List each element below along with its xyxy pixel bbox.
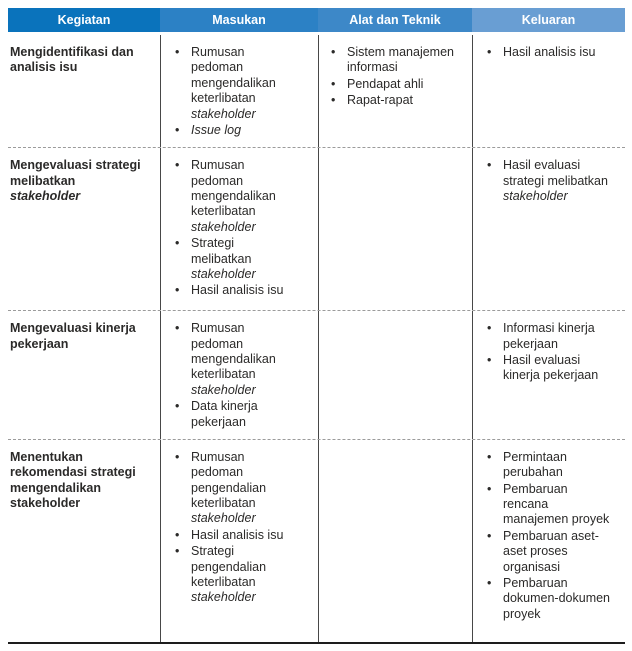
text: Strategi melibatkan bbox=[191, 236, 252, 266]
bullet-item bbox=[175, 399, 288, 430]
text: Pendapat ahli bbox=[347, 76, 424, 91]
text: Mengevaluasi strategi melibatkan bbox=[10, 158, 141, 188]
text: Mengevaluasi kinerja pekerjaan bbox=[10, 321, 136, 351]
italic-text: stakeholder bbox=[191, 382, 256, 397]
cell-kegiatan bbox=[8, 440, 160, 642]
text: Hasil evaluasi strategi melibatkan bbox=[503, 158, 608, 188]
text: Mengidentifikasi dan analisis isu bbox=[10, 45, 134, 75]
bullet-text bbox=[191, 450, 288, 527]
cell-keluaran bbox=[472, 440, 625, 642]
bullet-text bbox=[191, 123, 288, 138]
column-header-alat-dan-teknik: Alat dan Teknik bbox=[318, 8, 472, 32]
bullet-item bbox=[175, 321, 288, 398]
bullet-item bbox=[487, 45, 613, 60]
bullet-text bbox=[191, 321, 288, 398]
cell-kegiatan bbox=[8, 311, 160, 439]
bullet-icon: • bbox=[487, 321, 492, 336]
bullet-item bbox=[175, 528, 288, 543]
bullet-item bbox=[175, 450, 288, 527]
masukan-list bbox=[161, 321, 318, 430]
text: Rumusan pedoman mengendalikan keterlibatan bbox=[191, 321, 276, 382]
italic-text: stakeholder bbox=[191, 590, 256, 605]
table-row bbox=[8, 35, 625, 147]
bullet-icon: • bbox=[487, 158, 492, 173]
cell-alat bbox=[318, 440, 472, 642]
masukan-list bbox=[161, 450, 318, 606]
bullet-text bbox=[503, 353, 613, 384]
text: Permintaan perubahan bbox=[503, 449, 567, 480]
masukan-list bbox=[161, 45, 318, 138]
bullet-text bbox=[503, 482, 613, 528]
text: Data kinerja pekerjaan bbox=[191, 399, 258, 429]
bullet-icon: • bbox=[175, 449, 180, 464]
bullet-text bbox=[347, 45, 466, 76]
text: Strategi pengendalian keterlibatan bbox=[191, 544, 267, 589]
keluaran-list bbox=[473, 45, 625, 60]
table-body bbox=[8, 35, 625, 644]
text: Rapat-rapat bbox=[347, 93, 414, 108]
cell-keluaran bbox=[472, 35, 625, 147]
cell-alat bbox=[318, 148, 472, 310]
table-row bbox=[8, 147, 625, 310]
bullet-icon: • bbox=[487, 449, 492, 464]
italic-text: Issue log bbox=[191, 122, 242, 137]
bullet-icon: • bbox=[331, 76, 336, 91]
bullet-item bbox=[487, 576, 613, 622]
process-table bbox=[8, 8, 625, 644]
keluaran-list bbox=[473, 158, 625, 204]
cell-alat bbox=[318, 311, 472, 439]
alat-list bbox=[319, 45, 472, 109]
text: Hasil analisis isu bbox=[191, 527, 284, 542]
masukan-list bbox=[161, 158, 318, 298]
cell-kegiatan bbox=[8, 148, 160, 310]
keluaran-list bbox=[473, 450, 625, 622]
bullet-item bbox=[175, 45, 288, 122]
text: Rumusan pedoman pengendalian keterlibatan bbox=[191, 449, 267, 510]
bullet-icon: • bbox=[487, 528, 492, 543]
bullet-icon: • bbox=[175, 321, 180, 336]
text: Hasil evaluasi kinerja pekerjaan bbox=[503, 353, 599, 383]
cell-masukan bbox=[160, 35, 318, 147]
bullet-icon: • bbox=[175, 283, 180, 298]
table-row bbox=[8, 439, 625, 642]
bullet-text bbox=[191, 544, 288, 606]
text: Sistem manajemen informasi bbox=[347, 45, 454, 75]
bullet-icon: • bbox=[175, 399, 180, 414]
bullet-text bbox=[503, 158, 613, 204]
bullet-icon: • bbox=[331, 45, 336, 59]
bullet-item bbox=[487, 158, 613, 204]
bullet-icon: • bbox=[487, 575, 492, 590]
bullet-icon: • bbox=[175, 122, 180, 137]
bullet-item bbox=[175, 283, 288, 298]
bullet-item bbox=[487, 529, 613, 575]
bullet-item bbox=[487, 450, 613, 481]
bullet-text bbox=[191, 528, 288, 543]
bullet-icon: • bbox=[175, 527, 180, 542]
italic-text: stakeholder bbox=[191, 266, 256, 281]
bullet-item bbox=[487, 353, 613, 384]
italic-text: stakeholder bbox=[503, 189, 568, 203]
text: Hasil analisis isu bbox=[191, 283, 284, 298]
cell-alat bbox=[318, 35, 472, 147]
bullet-item bbox=[487, 482, 613, 528]
text: Informasi kinerja pekerjaan bbox=[503, 321, 595, 351]
cell-masukan bbox=[160, 440, 318, 642]
table-row bbox=[8, 310, 625, 439]
bullet-icon: • bbox=[175, 158, 180, 173]
bullet-text bbox=[191, 158, 288, 235]
column-header-keluaran: Keluaran bbox=[472, 8, 625, 32]
bullet-icon: • bbox=[331, 93, 336, 108]
keluaran-list bbox=[473, 321, 625, 384]
bullet-item bbox=[331, 93, 466, 108]
text: Pembaruan aset-aset proses organisasi bbox=[503, 528, 599, 574]
bullet-icon: • bbox=[487, 353, 492, 367]
bullet-icon: • bbox=[487, 481, 492, 496]
bullet-text bbox=[191, 45, 288, 122]
text: Rumusan pedoman mengendalikan keterlibatan bbox=[191, 45, 276, 106]
text: Pembaruan dokumen-dokumen proyek bbox=[503, 575, 611, 621]
text: Menentukan rekomendasi strategi mengendalikan stakeholder bbox=[10, 449, 136, 510]
bullet-text bbox=[503, 529, 613, 575]
bullet-item bbox=[331, 77, 466, 92]
cell-keluaran bbox=[472, 311, 625, 439]
bullet-text bbox=[503, 321, 613, 352]
bullet-text bbox=[191, 236, 288, 282]
bullet-item bbox=[331, 45, 466, 76]
cell-keluaran bbox=[472, 148, 625, 310]
italic-text: stakeholder bbox=[191, 106, 256, 121]
bullet-item bbox=[175, 158, 288, 235]
bullet-text bbox=[503, 576, 613, 622]
bullet-text bbox=[191, 283, 288, 298]
cell-masukan bbox=[160, 311, 318, 439]
column-header-masukan: Masukan bbox=[160, 8, 318, 32]
text: Rumusan pedoman mengendalikan keterlibatan bbox=[191, 158, 276, 219]
bullet-text bbox=[347, 93, 466, 108]
italic-text: stakeholder bbox=[191, 219, 256, 234]
bullet-item bbox=[175, 123, 288, 138]
bullet-icon: • bbox=[175, 45, 180, 59]
italic-text: stakeholder bbox=[10, 189, 81, 203]
text: Hasil analisis isu bbox=[503, 45, 596, 59]
cell-kegiatan bbox=[8, 35, 160, 147]
bullet-text bbox=[191, 399, 288, 430]
text: Pembaruan rencana manajemen proyek bbox=[503, 481, 610, 527]
bullet-text bbox=[503, 45, 613, 60]
bullet-text bbox=[347, 77, 466, 92]
bullet-text bbox=[503, 450, 613, 481]
cell-masukan bbox=[160, 148, 318, 310]
column-header-kegiatan: Kegiatan bbox=[8, 8, 160, 32]
bullet-icon: • bbox=[175, 236, 180, 251]
bullet-icon: • bbox=[487, 45, 492, 59]
bullet-item bbox=[175, 236, 288, 282]
table-header-row bbox=[8, 8, 625, 32]
italic-text: stakeholder bbox=[191, 511, 256, 526]
bullet-icon: • bbox=[175, 544, 180, 559]
bullet-item bbox=[175, 544, 288, 606]
bullet-item bbox=[487, 321, 613, 352]
